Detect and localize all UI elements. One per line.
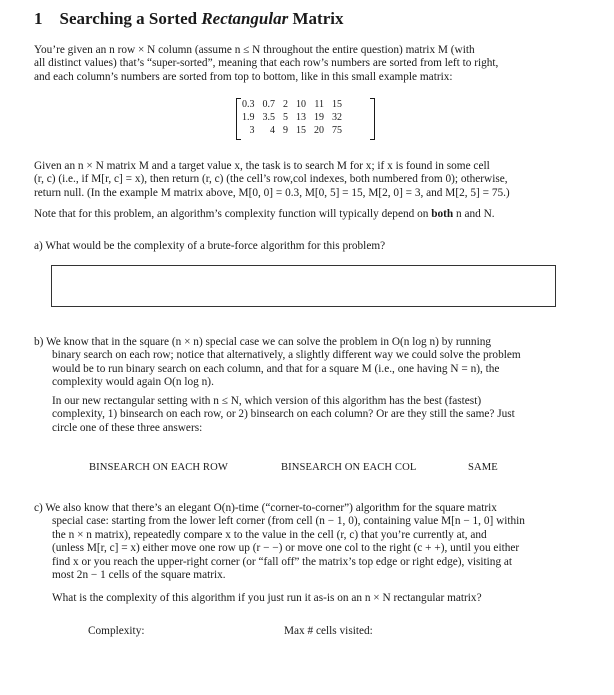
section-header [34,9,343,29]
matrix-cell: 9 [283,125,288,136]
part-c-question: What is the complexity of this algorithm if you just run it as-is on an n × N rectangular matrix? [52,592,482,604]
matrix-cell: 2 [283,99,288,110]
intro-paragraph [34,44,576,84]
matrix-right-bracket [370,98,375,140]
part-b-line: In our new rectangular setting with n ≤ N, which version of this algorithm has the best (fastest) [52,395,482,407]
task-line: return null. (In the example M matrix above, M[0, 0] = 0.3, M[0, 5] = 15, M[2, 0] = 3, and M[2, 5] = 75.) [34,186,510,199]
intro-line: and each column’s numbers are sorted from top to bottom, like in this small example matrix: [34,70,453,83]
matrix-cell: 19 [314,112,324,123]
matrix-cell: 1.9 [242,112,255,123]
title-italic: Rectangular [201,9,289,28]
matrix-cell: 13 [296,112,306,123]
part-c-line: the n × n matrix), repeatedly compare x to the value in the cell (r, c) that you’re currently at, and [52,528,487,541]
matrix-cell: 20 [314,125,324,136]
matrix-cell: 10 [296,99,306,110]
part-b-line: complexity would again O(n log n). [52,376,214,389]
part-b-line: complexity, 1) binsearch on each row, or 2) binsearch on each column? Or are they still the same? Just [52,408,515,421]
part-b-line: b) We know that in the square (n × n) special case we can solve the problem in O(n log n) by running [34,336,492,348]
matrix-cell: 75 [332,125,342,136]
note-bold: both [431,208,454,220]
task-line: (r, c) (i.e., if M[r, c] = x), then return (r, c) (the cell’s row,col indexes, both numbered from 0); otherwise, [34,173,508,186]
matrix-cell: 32 [332,112,342,123]
section-title [34,9,343,29]
section-number: 1 [34,9,43,28]
matrix-cell: 5 [283,112,288,123]
part-c-line: find x or you reach the upper-right corner (or “fall off” the matrix’s top edge or right edge), visiting at [52,555,513,568]
task-paragraph [34,160,576,200]
intro-line: You’re given an n row × N column (assume n ≤ N throughout the entire question) matrix M (with [34,44,475,56]
choice-binsearch-col[interactable]: BINSEARCH ON EACH COL [281,462,417,473]
complexity-label: Complexity: [88,625,145,637]
matrix-cell: 4 [270,125,275,136]
matrix-cell: 11 [314,99,324,110]
title-prefix: Searching a Sorted [59,9,202,28]
part-c-paragraph-1 [34,502,576,582]
part-c-line: c) We also know that there’s an elegant O(n)-time (“corner-to-corner”) algorithm for the square matrix [34,502,497,514]
title-suffix: Matrix [288,9,344,28]
matrix-row [238,124,346,137]
part-b-paragraph-2 [52,395,576,435]
matrix-cell: 3 [249,125,255,136]
note-suffix: n and N. [453,208,495,220]
choice-same[interactable]: SAME [468,462,498,473]
part-b-paragraph-1 [34,336,576,390]
choice-binsearch-row[interactable]: BINSEARCH ON EACH ROW [89,462,228,473]
matrix-row [238,98,346,111]
matrix-cell: 15 [296,125,306,136]
part-a-text: a) What would be the complexity of a brute-force algorithm for this problem? [34,240,386,252]
note-prefix: Note that for this problem, an algorithm’s complexity function will typically depend on [34,208,432,220]
matrix-cell: 0.7 [262,99,275,110]
task-line: Given an n × N matrix M and a target value x, the task is to search M for x; if x is found in some cell [34,160,490,172]
part-a-question [34,240,576,253]
part-c-line: most 2n − 1 cells of the square matrix. [52,569,226,582]
note-paragraph [34,208,576,221]
intro-line: all distinct values) that’s “super-sorted”, meaning that each row’s numbers are sorted from left to right, [34,57,499,70]
matrix-cell: 0.3 [242,99,255,110]
part-c-line: special case: starting from the lower left corner (from cell (n − 1, 0), containing value M[n − 1, 0] within [52,515,525,528]
part-c-paragraph-2 [52,592,576,605]
matrix-cell: 15 [332,99,342,110]
part-b-line: would be to run binary search on each column, and that for a square M (i.e., one having N = n), the [52,362,500,375]
part-b-line: circle one of these three answers: [52,421,203,434]
part-a-answer-box[interactable] [51,265,556,307]
max-cells-label: Max # cells visited: [284,625,373,637]
matrix-cell: 3.5 [262,112,275,123]
part-b-line: binary search on each row; notice that alternatively, a slightly different way we could solve the problem [52,349,521,362]
example-matrix [238,98,346,137]
matrix-row [238,111,346,124]
part-c-line: (unless M[r, c] = x) either move one row up (r − −) or move one col to the right (c + +), until you either [52,542,520,555]
